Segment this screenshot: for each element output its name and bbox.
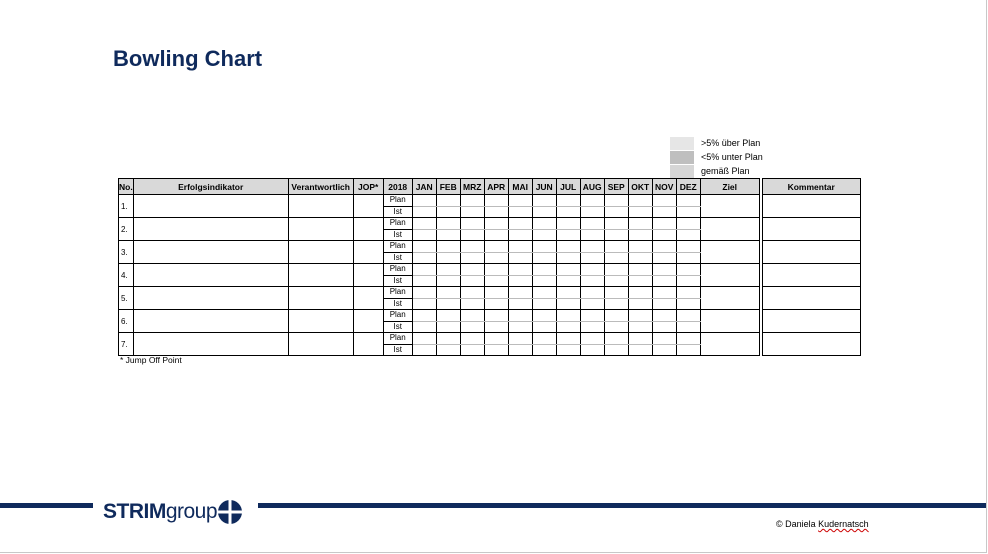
month-cell-plan [604,218,628,230]
month-cell-ist [508,321,532,333]
month-cell-ist [436,298,460,310]
month-cell-plan [532,218,556,230]
kommentar-cell [762,310,860,333]
month-cell-plan [412,310,436,322]
month-cell-ist [412,252,436,264]
month-cell-plan [436,218,460,230]
header-month: FEB [436,179,460,195]
owner-cell [288,333,353,356]
month-cell-ist [556,206,580,218]
logo-wordmark: STRIMgroup [103,500,218,523]
month-cell-ist [532,206,556,218]
month-cell-plan [484,264,508,276]
legend-label-below-plan: <5% unter Plan [701,152,763,162]
month-cell-ist [436,252,460,264]
month-cell-ist [580,344,604,356]
owner-cell [288,310,353,333]
legend-swatch-below-plan [670,151,694,164]
month-cell-ist [676,298,700,310]
month-cell-ist [604,206,628,218]
month-cell-ist [604,321,628,333]
indicator-cell [133,241,288,264]
month-cell-plan [604,333,628,345]
month-cell-ist [652,298,676,310]
month-cell-ist [484,275,508,287]
month-cell-plan [460,195,484,207]
month-cell-ist [460,229,484,241]
legend-label-above-plan: >5% über Plan [701,138,761,148]
month-cell-ist [676,344,700,356]
month-cell-plan [604,287,628,299]
month-cell-plan [628,333,652,345]
month-cell-plan [556,195,580,207]
month-cell-plan [412,287,436,299]
month-cell-plan [580,218,604,230]
indicator-cell [133,287,288,310]
month-cell-plan [556,264,580,276]
header-month: AUG [580,179,604,195]
month-cell-plan [460,333,484,345]
month-cell-plan [652,333,676,345]
month-cell-plan [580,287,604,299]
month-cell-plan [604,264,628,276]
month-cell-plan [460,287,484,299]
month-cell-plan [652,264,676,276]
month-cell-plan [676,287,700,299]
month-cell-ist [580,229,604,241]
month-cell-ist [508,229,532,241]
month-cell-plan [412,195,436,207]
owner-cell [288,195,353,218]
month-cell-plan [556,333,580,345]
month-cell-plan [508,218,532,230]
month-cell-ist [532,298,556,310]
table-body [119,195,861,356]
month-cell-ist [484,298,508,310]
month-cell-ist [508,298,532,310]
kommentar-cell [762,287,860,310]
row-number: 5. [119,287,134,310]
month-cell-ist [556,275,580,287]
month-cell-ist [676,229,700,241]
month-cell-plan [580,195,604,207]
month-cell-plan [532,195,556,207]
table-row-plan [119,241,861,253]
month-cell-plan [412,218,436,230]
footer-bar-left [0,503,93,508]
slide-title: Bowling Chart [113,46,263,71]
owner-cell [288,218,353,241]
month-cell-ist [508,206,532,218]
table-row-plan [119,310,861,322]
legend [670,136,763,178]
month-cell-plan [460,218,484,230]
month-cell-plan [676,241,700,253]
month-cell-plan [604,310,628,322]
month-cell-ist [604,229,628,241]
kommentar-cell [762,241,860,264]
header-indicator: Erfolgsindikator [133,179,288,195]
month-cell-ist [532,229,556,241]
ziel-cell [700,195,759,218]
month-cell-plan [508,241,532,253]
owner-cell [288,287,353,310]
month-cell-ist [580,321,604,333]
month-cell-plan [628,264,652,276]
header-ziel: Ziel [700,179,759,195]
month-cell-ist [652,252,676,264]
month-cell-plan [652,218,676,230]
month-cell-ist [652,229,676,241]
month-cell-ist [436,206,460,218]
month-cell-ist [436,344,460,356]
month-cell-ist [556,344,580,356]
table-row-plan [119,333,861,345]
legend-label-on-plan: gemäß Plan [701,166,750,176]
header-kommentar: Kommentar [762,179,860,195]
month-cell-ist [412,298,436,310]
indicator-cell [133,310,288,333]
month-cell-ist [676,321,700,333]
month-cell-ist [484,344,508,356]
table-header-row [119,179,861,195]
month-cell-plan [436,333,460,345]
month-cell-plan [484,333,508,345]
indicator-cell [133,218,288,241]
month-cell-ist [628,344,652,356]
month-cell-plan [676,264,700,276]
indicator-cell [133,195,288,218]
month-cell-plan [436,195,460,207]
month-cell-plan [652,287,676,299]
month-cell-ist [436,321,460,333]
month-cell-ist [412,229,436,241]
ziel-cell [700,264,759,287]
jop-cell [353,195,383,218]
month-cell-plan [676,310,700,322]
plan-label: Plan [383,241,412,253]
copyright-notice: © Daniela Kudernatsch [776,519,869,529]
plan-label: Plan [383,333,412,345]
jop-cell [353,241,383,264]
legend-swatch-above-plan [670,137,694,150]
month-cell-plan [580,333,604,345]
header-jop: JOP* [353,179,383,195]
month-cell-plan [628,310,652,322]
month-cell-ist [556,252,580,264]
month-cell-ist [460,206,484,218]
company-logo [103,499,242,525]
month-cell-ist [604,252,628,264]
month-cell-plan [412,333,436,345]
month-cell-ist [508,275,532,287]
month-cell-ist [508,344,532,356]
header-month: SEP [604,179,628,195]
kommentar-cell [762,218,860,241]
month-cell-ist [484,229,508,241]
month-cell-ist [556,229,580,241]
month-cell-plan [628,195,652,207]
month-cell-ist [484,206,508,218]
month-cell-plan [676,218,700,230]
owner-cell [288,264,353,287]
month-cell-plan [484,195,508,207]
month-cell-plan [508,310,532,322]
logo-cross-icon [218,499,242,525]
month-cell-ist [652,321,676,333]
month-cell-ist [412,321,436,333]
month-cell-ist [460,321,484,333]
owner-cell [288,241,353,264]
ziel-cell [700,241,759,264]
kommentar-cell [762,264,860,287]
month-cell-ist [460,344,484,356]
month-cell-ist [460,298,484,310]
month-cell-ist [628,275,652,287]
row-number: 3. [119,241,134,264]
ist-label: Ist [383,298,412,310]
legend-swatch-on-plan [670,165,694,178]
plan-label: Plan [383,218,412,230]
month-cell-plan [508,195,532,207]
month-cell-ist [676,206,700,218]
month-cell-plan [532,264,556,276]
plan-label: Plan [383,310,412,322]
month-cell-ist [412,275,436,287]
header-year: 2018 [383,179,412,195]
month-cell-plan [676,195,700,207]
month-cell-plan [676,333,700,345]
ist-label: Ist [383,344,412,356]
header-month: DEZ [676,179,700,195]
month-cell-plan [652,241,676,253]
kommentar-cell [762,195,860,218]
plan-label: Plan [383,195,412,207]
month-cell-ist [628,252,652,264]
month-cell-ist [460,252,484,264]
month-cell-plan [532,241,556,253]
month-cell-plan [532,287,556,299]
ist-label: Ist [383,229,412,241]
month-cell-ist [508,252,532,264]
month-cell-ist [484,252,508,264]
header-month: MRZ [460,179,484,195]
footer-bar-right [258,503,986,508]
row-number: 4. [119,264,134,287]
month-cell-plan [412,264,436,276]
month-cell-plan [484,241,508,253]
month-cell-ist [412,206,436,218]
month-cell-plan [484,310,508,322]
month-cell-plan [652,310,676,322]
ziel-cell [700,310,759,333]
month-cell-ist [484,321,508,333]
table-row-plan [119,264,861,276]
header-month: MAI [508,179,532,195]
month-cell-ist [676,252,700,264]
table-row-plan [119,195,861,207]
month-cell-ist [604,344,628,356]
month-cell-ist [652,275,676,287]
bowling-chart-table [118,178,861,356]
month-cell-ist [460,275,484,287]
month-cell-ist [628,321,652,333]
ist-label: Ist [383,321,412,333]
table-row-plan [119,287,861,299]
header-owner: Verantwortlich [288,179,353,195]
header-month: NOV [652,179,676,195]
legend-item-on-plan [670,164,763,178]
month-cell-ist [436,275,460,287]
month-cell-ist [532,252,556,264]
ist-label: Ist [383,275,412,287]
header-no: No. [119,179,134,195]
month-cell-plan [580,241,604,253]
jop-cell [353,310,383,333]
jop-cell [353,264,383,287]
ist-label: Ist [383,252,412,264]
month-cell-plan [532,333,556,345]
month-cell-ist [652,206,676,218]
month-cell-ist [532,275,556,287]
row-number: 2. [119,218,134,241]
month-cell-plan [604,195,628,207]
month-cell-plan [556,218,580,230]
month-cell-plan [484,287,508,299]
month-cell-plan [532,310,556,322]
jop-cell [353,333,383,356]
month-cell-plan [628,241,652,253]
legend-item-below-plan [670,150,763,164]
header-month: OKT [628,179,652,195]
month-cell-ist [556,321,580,333]
month-cell-ist [580,298,604,310]
header-month: APR [484,179,508,195]
table-row-plan [119,218,861,230]
ziel-cell [700,218,759,241]
month-cell-ist [436,229,460,241]
plan-label: Plan [383,287,412,299]
month-cell-plan [508,264,532,276]
month-cell-ist [628,298,652,310]
month-cell-plan [436,241,460,253]
month-cell-ist [628,229,652,241]
month-cell-plan [580,264,604,276]
month-cell-plan [460,264,484,276]
month-cell-plan [412,241,436,253]
month-cell-plan [460,310,484,322]
month-cell-plan [556,287,580,299]
indicator-cell [133,264,288,287]
month-cell-ist [676,275,700,287]
month-cell-ist [580,275,604,287]
jop-cell [353,287,383,310]
month-cell-plan [652,195,676,207]
month-cell-plan [436,287,460,299]
ziel-cell [700,287,759,310]
month-cell-ist [556,298,580,310]
legend-item-above-plan [670,136,763,150]
ziel-cell [700,333,759,356]
footnote: * Jump Off Point [120,355,182,365]
month-cell-plan [508,333,532,345]
month-cell-plan [628,287,652,299]
indicator-cell [133,333,288,356]
month-cell-ist [652,344,676,356]
month-cell-plan [580,310,604,322]
header-month: JUN [532,179,556,195]
month-cell-plan [484,218,508,230]
row-number: 7. [119,333,134,356]
header-month: JAN [412,179,436,195]
month-cell-ist [628,206,652,218]
kommentar-cell [762,333,860,356]
month-cell-ist [532,321,556,333]
month-cell-plan [436,310,460,322]
month-cell-ist [604,298,628,310]
month-cell-ist [532,344,556,356]
month-cell-plan [556,310,580,322]
month-cell-plan [508,287,532,299]
month-cell-plan [628,218,652,230]
month-cell-plan [604,241,628,253]
row-number: 6. [119,310,134,333]
header-month: JUL [556,179,580,195]
ist-label: Ist [383,206,412,218]
month-cell-plan [556,241,580,253]
month-cell-ist [580,206,604,218]
month-cell-ist [580,252,604,264]
month-cell-plan [436,264,460,276]
month-cell-ist [604,275,628,287]
plan-label: Plan [383,264,412,276]
jop-cell [353,218,383,241]
month-cell-plan [460,241,484,253]
month-cell-ist [412,344,436,356]
row-number: 1. [119,195,134,218]
